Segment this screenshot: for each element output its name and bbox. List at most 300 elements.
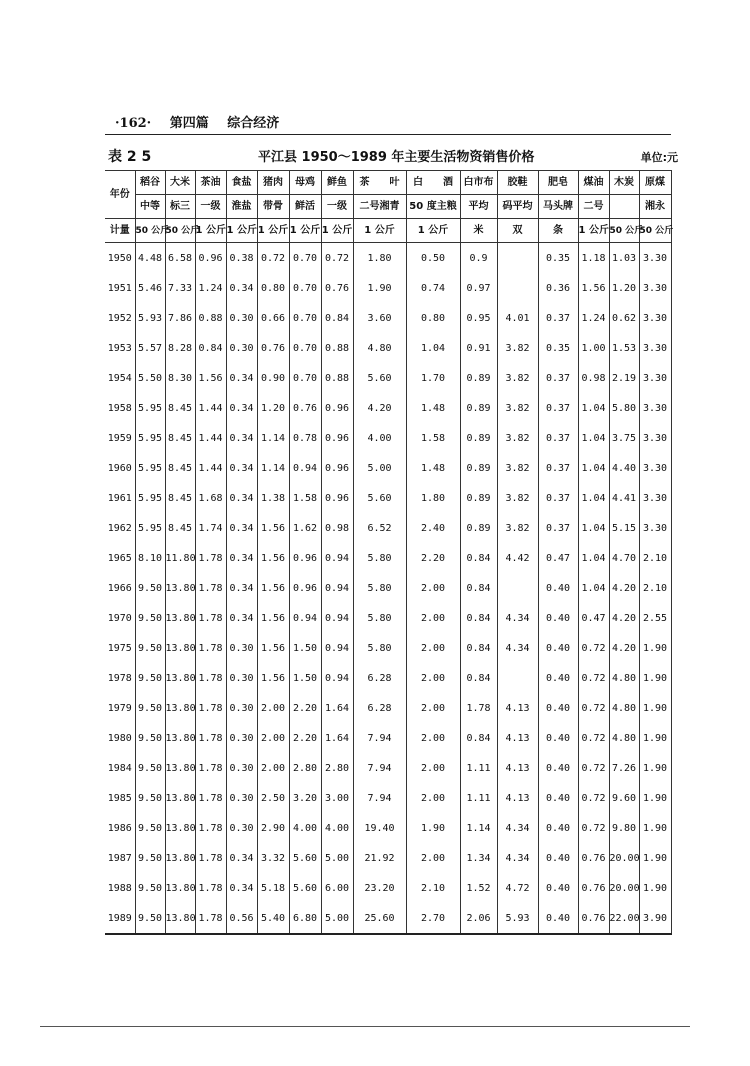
price-cell: 0.40: [538, 633, 578, 663]
price-cell: 13.80: [165, 663, 195, 693]
grade-header: [609, 195, 639, 219]
price-cell: 1.80: [353, 243, 406, 274]
price-cell: 0.70: [289, 363, 321, 393]
price-cell: 0.35: [538, 243, 578, 274]
unit-header: 米: [460, 219, 497, 243]
price-cell: 7.86: [165, 303, 195, 333]
price-cell: 2.00: [257, 693, 289, 723]
price-cell: 1.56: [257, 543, 289, 573]
price-cell: 0.80: [406, 303, 460, 333]
price-cell: 0.36: [538, 273, 578, 303]
section-label: 综合经济: [227, 116, 280, 131]
price-cell: 13.80: [165, 573, 195, 603]
price-cell: 5.40: [257, 903, 289, 934]
price-cell: 6.58: [165, 243, 195, 274]
unit-header: 1 公斤: [321, 219, 353, 243]
price-cell: 0.89: [460, 393, 497, 423]
item-header: 猪肉: [257, 171, 289, 195]
price-cell: 2.00: [257, 753, 289, 783]
price-cell: 1.44: [195, 453, 226, 483]
price-cell: 2.00: [406, 843, 460, 873]
price-cell: 2.40: [406, 513, 460, 543]
price-cell: 5.46: [135, 273, 165, 303]
price-cell: 4.00: [289, 813, 321, 843]
price-cell: 9.50: [135, 573, 165, 603]
unit-header: 1 公斤: [257, 219, 289, 243]
price-cell: 0.72: [578, 693, 609, 723]
price-cell: 1.50: [289, 633, 321, 663]
unit-header: 条: [538, 219, 578, 243]
price-cell: 7.94: [353, 753, 406, 783]
price-cell: 4.00: [353, 423, 406, 453]
price-cell: 4.34: [497, 843, 538, 873]
price-cell: 1.78: [195, 813, 226, 843]
price-cell: 0.72: [321, 243, 353, 274]
price-cell: 2.00: [406, 633, 460, 663]
price-cell: 3.30: [639, 303, 671, 333]
price-cell: 7.94: [353, 783, 406, 813]
price-cell: 0.95: [460, 303, 497, 333]
price-cell: 5.60: [353, 483, 406, 513]
year-cell: 1962: [105, 513, 135, 543]
price-cell: 1.64: [321, 723, 353, 753]
price-cell: 13.80: [165, 753, 195, 783]
price-cell: 9.50: [135, 813, 165, 843]
price-cell: 0.84: [460, 723, 497, 753]
price-cell: 0.34: [226, 273, 257, 303]
price-cell: 0.34: [226, 843, 257, 873]
item-header: 煤油: [578, 171, 609, 195]
price-cell: 1.78: [195, 753, 226, 783]
price-cell: 2.20: [289, 723, 321, 753]
price-cell: 0.89: [460, 363, 497, 393]
price-cell: 0.94: [289, 603, 321, 633]
unit-header: 50 公斤: [639, 219, 671, 243]
price-cell: 5.60: [289, 873, 321, 903]
unit-header: 1 公斤: [226, 219, 257, 243]
price-cell: 20.00: [609, 873, 639, 903]
price-cell: 2.10: [639, 573, 671, 603]
price-cell: 0.40: [538, 603, 578, 633]
price-cell: 3.82: [497, 363, 538, 393]
price-cell: 0.91: [460, 333, 497, 363]
price-cell: 25.60: [353, 903, 406, 934]
price-cell: 5.18: [257, 873, 289, 903]
price-cell: 5.95: [135, 513, 165, 543]
price-cell: 9.50: [135, 873, 165, 903]
price-cell: 0.96: [321, 453, 353, 483]
table-row: [105, 633, 671, 663]
price-cell: 3.60: [353, 303, 406, 333]
price-cell: 0.72: [578, 633, 609, 663]
price-cell: 5.95: [135, 423, 165, 453]
price-cell: 1.18: [578, 243, 609, 274]
price-cell: 0.40: [538, 873, 578, 903]
price-cell: 0.34: [226, 543, 257, 573]
price-cell: 1.04: [406, 333, 460, 363]
price-cell: 0.72: [578, 813, 609, 843]
price-cell: 20.00: [609, 843, 639, 873]
price-cell: 0.34: [226, 573, 257, 603]
price-cell: 0.47: [538, 543, 578, 573]
price-cell: 3.20: [289, 783, 321, 813]
price-cell: 5.00: [321, 843, 353, 873]
item-header: 胶鞋: [497, 171, 538, 195]
price-cell: 0.37: [538, 423, 578, 453]
price-cell: 0.84: [460, 573, 497, 603]
price-cell: 8.10: [135, 543, 165, 573]
price-cell: 1.04: [578, 423, 609, 453]
table-row: [105, 513, 671, 543]
price-cell: 0.40: [538, 813, 578, 843]
price-cell: 0.97: [460, 273, 497, 303]
price-cell: 0.37: [538, 393, 578, 423]
price-cell: 2.50: [257, 783, 289, 813]
grade-header: 鲜活: [289, 195, 321, 219]
price-cell: 1.04: [578, 453, 609, 483]
price-cell: 1.56: [257, 603, 289, 633]
price-cell: 2.10: [406, 873, 460, 903]
item-header: 白市布: [460, 171, 497, 195]
year-cell: 1978: [105, 663, 135, 693]
table-body: [105, 243, 671, 935]
price-cell: 3.30: [639, 453, 671, 483]
price-cell: 0.70: [289, 303, 321, 333]
price-cell: 9.50: [135, 723, 165, 753]
price-cell: 1.56: [257, 513, 289, 543]
year-cell: 1988: [105, 873, 135, 903]
price-cell: 0.34: [226, 423, 257, 453]
price-cell: 1.56: [257, 573, 289, 603]
price-cell: 0.34: [226, 513, 257, 543]
price-cell: 0.70: [289, 333, 321, 363]
price-cell: 4.13: [497, 693, 538, 723]
year-cell: 1966: [105, 573, 135, 603]
price-cell: 2.00: [406, 723, 460, 753]
price-cell: 0.62: [609, 303, 639, 333]
item-header: 母鸡: [289, 171, 321, 195]
price-cell: 0.30: [226, 303, 257, 333]
price-cell: 3.82: [497, 423, 538, 453]
price-cell: 4.34: [497, 603, 538, 633]
price-cell: 2.00: [257, 723, 289, 753]
price-cell: 0.72: [257, 243, 289, 274]
price-cell: 0.96: [321, 423, 353, 453]
price-cell: 0.76: [289, 393, 321, 423]
price-cell: 0.76: [257, 333, 289, 363]
price-cell: 2.90: [257, 813, 289, 843]
price-cell: 2.10: [639, 543, 671, 573]
price-cell: [497, 243, 538, 274]
price-cell: 1.62: [289, 513, 321, 543]
price-cell: 0.34: [226, 453, 257, 483]
grade-header: 标三: [165, 195, 195, 219]
price-cell: 4.13: [497, 753, 538, 783]
price-cell: 13.80: [165, 783, 195, 813]
year-cell: 1984: [105, 753, 135, 783]
price-cell: 0.89: [460, 423, 497, 453]
price-cell: 0.40: [538, 753, 578, 783]
year-cell: 1965: [105, 543, 135, 573]
price-cell: 0.89: [460, 513, 497, 543]
price-cell: 4.13: [497, 783, 538, 813]
year-cell: 1989: [105, 903, 135, 934]
price-cell: 1.00: [578, 333, 609, 363]
table-caption: [108, 146, 678, 168]
price-cell: 0.38: [226, 243, 257, 274]
price-cell: 1.20: [257, 393, 289, 423]
item-header: 茶 叶: [353, 171, 406, 195]
year-cell: 1950: [105, 243, 135, 274]
price-cell: 0.96: [195, 243, 226, 274]
grade-header: 二号: [578, 195, 609, 219]
price-cell: 4.41: [609, 483, 639, 513]
price-cell: 1.78: [195, 573, 226, 603]
grade-header: 一级: [321, 195, 353, 219]
price-cell: 0.40: [538, 663, 578, 693]
price-cell: 1.50: [289, 663, 321, 693]
price-cell: 1.56: [257, 633, 289, 663]
year-cell: 1980: [105, 723, 135, 753]
price-cell: 9.50: [135, 843, 165, 873]
price-cell: 0.89: [460, 483, 497, 513]
price-cell: 0.90: [257, 363, 289, 393]
price-cell: 9.50: [135, 903, 165, 934]
table-row: [105, 243, 671, 274]
price-cell: 1.78: [195, 783, 226, 813]
price-cell: 4.34: [497, 813, 538, 843]
unit-header: 1 公斤: [195, 219, 226, 243]
price-cell: 5.80: [353, 603, 406, 633]
price-cell: 0.30: [226, 723, 257, 753]
footer-rule: [40, 1026, 690, 1027]
price-cell: 6.28: [353, 693, 406, 723]
grade-header: 马头牌: [538, 195, 578, 219]
table-row: [105, 603, 671, 633]
price-cell: 0.72: [578, 723, 609, 753]
header-row-grade: [105, 195, 671, 219]
price-cell: 6.52: [353, 513, 406, 543]
item-header: 鲜鱼: [321, 171, 353, 195]
price-cell: 0.70: [289, 273, 321, 303]
unit-header: 1 公斤: [353, 219, 406, 243]
year-cell: 1970: [105, 603, 135, 633]
price-cell: 0.30: [226, 633, 257, 663]
price-cell: 3.30: [639, 333, 671, 363]
unit-header: 50 公斤: [165, 219, 195, 243]
price-cell: [497, 273, 538, 303]
part-label: 第四篇: [169, 116, 209, 131]
price-cell: 0.40: [538, 723, 578, 753]
unit-header: 50 公斤: [135, 219, 165, 243]
price-cell: 0.40: [538, 783, 578, 813]
price-cell: 0.30: [226, 813, 257, 843]
price-cell: 1.38: [257, 483, 289, 513]
price-cell: 0.96: [289, 543, 321, 573]
table-row: [105, 723, 671, 753]
price-cell: 1.56: [257, 663, 289, 693]
price-cell: 5.93: [135, 303, 165, 333]
price-cell: 0.34: [226, 603, 257, 633]
price-cell: 0.37: [538, 363, 578, 393]
price-cell: 1.80: [406, 483, 460, 513]
price-cell: 2.00: [406, 783, 460, 813]
price-cell: 0.34: [226, 483, 257, 513]
price-cell: 2.00: [406, 663, 460, 693]
price-cell: 0.66: [257, 303, 289, 333]
price-cell: 5.15: [609, 513, 639, 543]
price-cell: 9.60: [609, 783, 639, 813]
price-cell: 0.70: [289, 243, 321, 274]
price-cell: 1.90: [639, 723, 671, 753]
price-cell: 3.30: [639, 243, 671, 274]
price-cell: 7.26: [609, 753, 639, 783]
price-cell: 0.56: [226, 903, 257, 934]
price-cell: 1.24: [195, 273, 226, 303]
price-cell: 0.34: [226, 393, 257, 423]
price-cell: 1.90: [353, 273, 406, 303]
price-cell: 1.90: [639, 693, 671, 723]
price-cell: 3.82: [497, 393, 538, 423]
price-cell: 0.40: [538, 573, 578, 603]
price-cell: 0.84: [460, 663, 497, 693]
price-cell: 7.33: [165, 273, 195, 303]
price-cell: 1.78: [195, 723, 226, 753]
price-cell: 7.94: [353, 723, 406, 753]
price-cell: 1.90: [639, 843, 671, 873]
price-cell: 0.37: [538, 303, 578, 333]
price-cell: 1.14: [257, 423, 289, 453]
price-cell: 1.04: [578, 573, 609, 603]
unit-header: 1 公斤: [406, 219, 460, 243]
price-cell: 0.84: [460, 633, 497, 663]
price-cell: 5.57: [135, 333, 165, 363]
price-cell: 4.34: [497, 633, 538, 663]
price-cell: 1.90: [639, 813, 671, 843]
price-cell: 0.30: [226, 663, 257, 693]
table-row: [105, 303, 671, 333]
price-cell: 0.94: [321, 633, 353, 663]
price-cell: 5.80: [609, 393, 639, 423]
item-header: 肥皂: [538, 171, 578, 195]
price-cell: 1.78: [460, 693, 497, 723]
year-cell: 1953: [105, 333, 135, 363]
price-cell: 13.80: [165, 843, 195, 873]
price-cell: 4.20: [609, 633, 639, 663]
price-cell: 3.90: [639, 903, 671, 934]
price-cell: 9.50: [135, 693, 165, 723]
price-cell: 1.74: [195, 513, 226, 543]
grade-header: 淮盐: [226, 195, 257, 219]
table-row: [105, 363, 671, 393]
price-cell: 2.00: [406, 753, 460, 783]
price-cell: 3.30: [639, 423, 671, 453]
price-cell: 0.76: [578, 903, 609, 934]
price-cell: 0.94: [321, 573, 353, 603]
price-cell: 13.80: [165, 693, 195, 723]
price-cell: 1.90: [639, 663, 671, 693]
price-cell: 3.30: [639, 273, 671, 303]
price-cell: 0.40: [538, 843, 578, 873]
grade-header: 湘永: [639, 195, 671, 219]
price-cell: 0.88: [321, 333, 353, 363]
price-cell: 1.78: [195, 903, 226, 934]
price-cell: 4.00: [321, 813, 353, 843]
price-cell: 5.50: [135, 363, 165, 393]
price-cell: 4.20: [609, 573, 639, 603]
price-cell: 13.80: [165, 903, 195, 934]
grade-header: 二号湘青: [353, 195, 406, 219]
unit-header: 1 公斤: [289, 219, 321, 243]
price-cell: 1.78: [195, 633, 226, 663]
price-cell: 4.01: [497, 303, 538, 333]
item-header: 大米: [165, 171, 195, 195]
price-cell: 0.98: [578, 363, 609, 393]
page-number: ·162·: [115, 116, 152, 131]
price-cell: 1.64: [321, 693, 353, 723]
price-cell: 3.82: [497, 333, 538, 363]
price-cell: 1.44: [195, 393, 226, 423]
price-cell: 9.50: [135, 603, 165, 633]
header-row-units: [105, 219, 671, 243]
unit-header: 双: [497, 219, 538, 243]
year-cell: 1958: [105, 393, 135, 423]
price-cell: 0.76: [578, 873, 609, 903]
price-cell: 3.32: [257, 843, 289, 873]
price-cell: 2.00: [406, 603, 460, 633]
price-cell: 1.14: [257, 453, 289, 483]
price-cell: 8.45: [165, 393, 195, 423]
price-cell: 9.80: [609, 813, 639, 843]
table-row: [105, 753, 671, 783]
price-cell: 1.58: [406, 423, 460, 453]
price-cell: 5.95: [135, 393, 165, 423]
price-cell: 21.92: [353, 843, 406, 873]
price-cell: 9.50: [135, 783, 165, 813]
table-id: 表 2 5: [108, 149, 152, 165]
table-title: 平江县 1950～1989 年主要生活物资销售价格: [258, 150, 535, 165]
item-header: 茶油: [195, 171, 226, 195]
table-row: [105, 813, 671, 843]
table-row: [105, 423, 671, 453]
price-cell: 4.20: [609, 603, 639, 633]
price-cell: 0.94: [321, 543, 353, 573]
price-cell: 3.82: [497, 513, 538, 543]
price-cell: 8.45: [165, 513, 195, 543]
table-row: [105, 273, 671, 303]
price-cell: 1.53: [609, 333, 639, 363]
price-cell: 8.45: [165, 483, 195, 513]
price-cell: 0.74: [406, 273, 460, 303]
price-cell: 1.78: [195, 603, 226, 633]
price-cell: 0.94: [289, 453, 321, 483]
grade-header: 中等: [135, 195, 165, 219]
table-row: [105, 843, 671, 873]
grade-header: 一级: [195, 195, 226, 219]
table-row: [105, 903, 671, 934]
item-header: 木炭: [609, 171, 639, 195]
item-header: 原煤: [639, 171, 671, 195]
price-cell: 1.34: [460, 843, 497, 873]
unit-label: 计量: [105, 219, 135, 243]
grade-header: 50 度主粮: [406, 195, 460, 219]
year-cell: 1961: [105, 483, 135, 513]
price-cell: 2.20: [289, 693, 321, 723]
price-cell: 4.80: [609, 723, 639, 753]
price-cell: 13.80: [165, 873, 195, 903]
price-cell: 1.56: [578, 273, 609, 303]
price-cell: 0.84: [321, 303, 353, 333]
